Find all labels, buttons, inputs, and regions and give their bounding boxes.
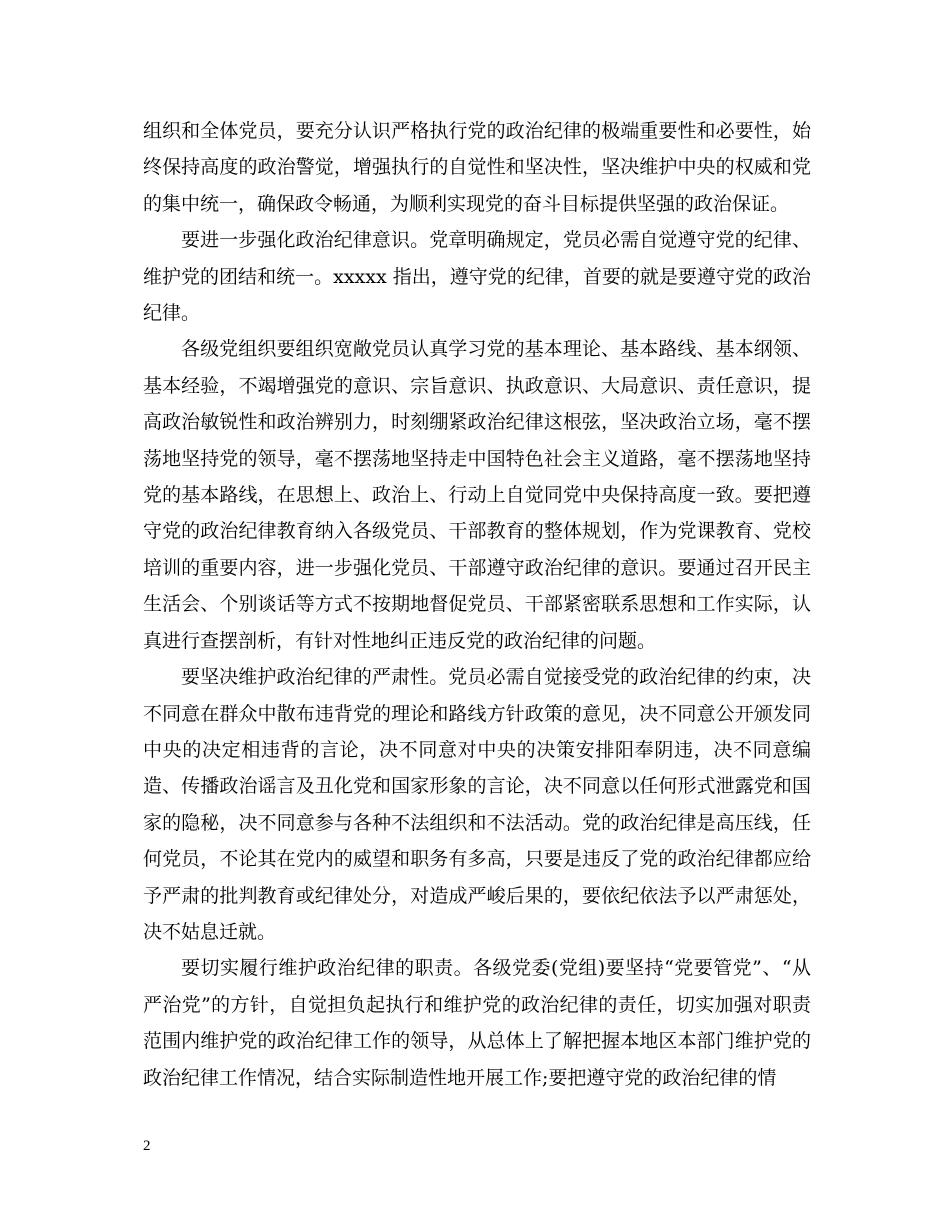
document-body	[143, 113, 811, 1096]
paragraph-2: 要进一步强化政治纪律意识。党章明确规定，党员必需自觉遵守党的纪律、维护党的团结和统一。xxxxx 指出，遵守党的纪律，首要的就是要遵守党的政治纪律。	[143, 229, 811, 325]
paragraph-5: 要切实履行维护政治纪律的职责。各级党委(党组)要坚持“党要管党”、“从严治党”的方针，自觉担负起执行和维护党的政治纪律的责任，切实加强对职责范围内维护党的政治纪律工作的领导，从总体上了解把握本地区本部门维护党的政治纪律工作情况，结合实际制造性地开展工作;要把遵守党的政治纪律的情	[143, 957, 811, 1089]
paragraph-3: 各级党组织要组织宽敞党员认真学习党的基本理论、基本路线、基本纲领、基本经验，不竭增强党的意识、宗旨意识、执政意识、大局意识、责任意识，提高政治敏锐性和政治辨别力，时刻绷紧政治纪律这根弦，坚决政治立场，毫不摆荡地坚持党的领导，毫不摆荡地坚持走中国特色社会主义道路，毫不摆荡地坚持党的基本路线，在思想上、政治上、行动上自觉同党中央保持高度一致。要把遵守党的政治纪律教育纳入各级党员、干部教育的整体规划，作为党课教育、党校培训的重要内容，进一步强化党员、干部遵守政治纪律的意识。要通过召开民主生活会、个别谈话等方式不按期地督促党员、干部紧密联系思想和工作实际，认真进行查摆剖析，有针对性地纠正违反党的政治纪律的问题。	[143, 338, 811, 652]
paragraph-1: 组织和全体党员，要充分认识严格执行党的政治纪律的极端重要性和必要性，始终保持高度的政治警觉，增强执行的自觉性和坚决性，坚决维护中央的权威和党的集中统一，确保政令畅通，为顺利实现党的奋斗目标提供坚强的政治保证。	[143, 120, 811, 215]
paragraph-4: 要坚决维护政治纪律的严肃性。党员必需自觉接受党的政治纪律的约束，决不同意在群众中散布违背党的理论和路线方针政策的意见，决不同意公开颁发同中央的决定相违背的言论，决不同意对中央的决策安排阳奉阴违，决不同意编造、传播政治谣言及丑化党和国家形象的言论，决不同意以任何形式泄露党和国家的隐秘，决不同意参与各种不法组织和不法活动。党的政治纪律是高压线，任何党员，不论其在党内的威望和职务有多高，只要是违反了党的政治纪律都应给予严肃的批判教育或纪律处分，对造成严峻后果的，要依纪依法予以严肃惩处，决不姑息迁就。	[143, 666, 811, 943]
page-number: 2	[143, 1138, 151, 1154]
